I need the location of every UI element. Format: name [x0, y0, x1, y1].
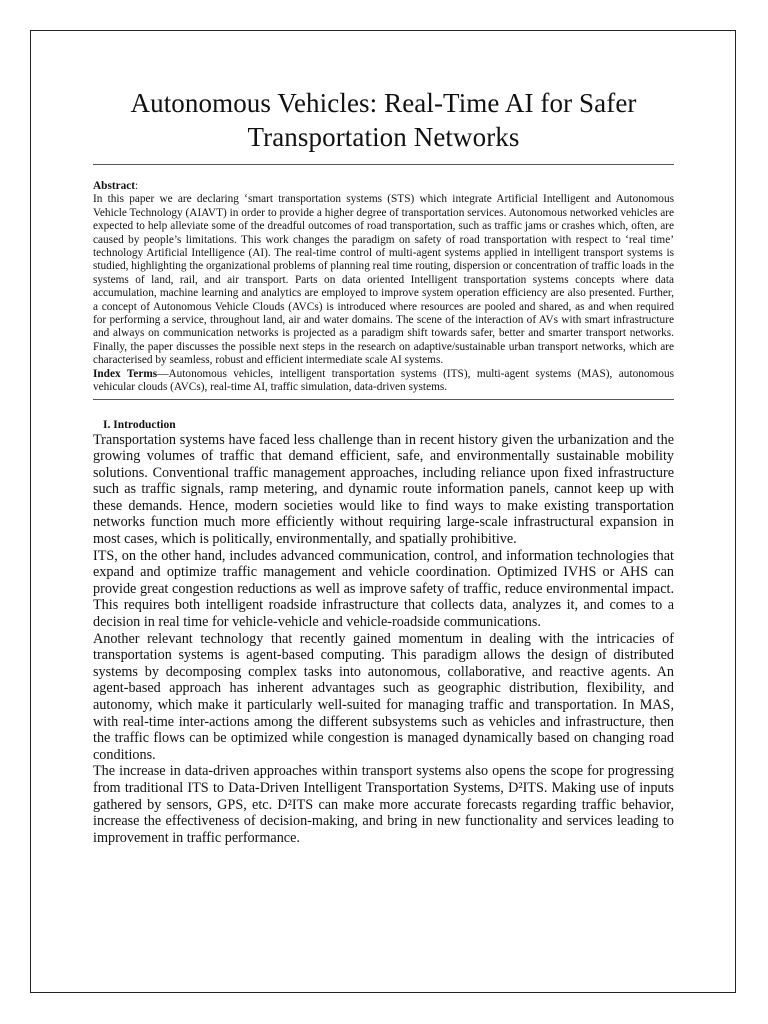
section-heading: I. Introduction — [103, 418, 176, 431]
abstract-text: In this paper we are declaring ‘smart transportation systems (STS) which integrate Artificial Intelligent and Autonomous Vehicle Technology (AIAVT) in order to provide a higher degree of transportation services. Autonomous networked vehicles are expected to help alleviate some of the dreadful outcomes of road transportation, such as traffic jams or crashes which, often, are caused by people’s limitations. This work changes the paradigm on safety of road transportation with respect to ‘real time’ technology Artificial Intelligence (AI). The real-time control of multi-agent systems applied in intelligent transport systems is studied, highlighting the organizational problems of planning real time routing, dispersion or concentration of traffic loads in the systems of land, rail, and air transport. Parts on data oriented Intelligent transportation systems concepts where data accumulation, machine learning and analytics are employed to improve system operation efficiency are also presented. Further, a concept of Autonomous Vehicle Clouds (AVCs) is introduced where resources are pooled and shared, as and when required for performing a service, throughout land, air and water domains. The scene of the interaction of AVs with smart infrastructure and always on communication networks is projected as a paradigm shift towards safer, better and smarter transport networks. Finally, the paper discusses the possible next steps in the research on adaptive/sustainable urban transport networks, which are characterised by seamless, robust and efficient intermediate scale AI systems. — [93, 193, 674, 367]
intro-paragraph: Transportation systems have faced less challenge than in recent history given the urbanization and the growing volumes of traffic that demand efficient, safe, and environmentally sustainable mobility solutions. Conventional traffic management approaches, including reliance upon fixed infrastructure such as traffic signals, ramp metering, and dynamic route information panels, cannot keep up with these demands. Hence, modern societies would like to find ways to make existing transportation networks function much more efficiently without requiring large-scale infrastructural expansion in most cases, which is politically, environmentally, and spatially prohibitive. — [93, 431, 674, 548]
abstract-colon: : — [135, 180, 139, 192]
intro-paragraph: Another relevant technology that recently gained momentum in dealing with the intricacies of transportation systems is agent-based computing. This paradigm allows the design of distributed systems by decomposing complex tasks into autonomous, collaborative, and reactive agents. An agent-based approach has inherent advantages such as geographic distribution, flexibility, and autonomy, which make it particularly well-suited for managing traffic and transportation. In MAS, with real-time inter-actions among the different subsystems such as vehicles and infrastructure, then the traffic flows can be optimized while congestion is managed dynamically based on changing road conditions. — [93, 630, 674, 763]
index-terms-text: —Autonomous vehicles, intelligent transportation systems (ITS), multi-agent systems (MAS), autonomous vehicular clouds (AVCs), real-time AI, traffic simulation, data-driven systems. — [93, 367, 675, 394]
intro-paragraph: The increase in data-driven approaches within transport systems also opens the scope for progressing from traditional ITS to Data-Driven Intelligent Transportation Systems, D²ITS. Making use of inputs gathered by sensors, GPS, etc. D²ITS can make more accurate forecasts regarding traffic behavior, increase the effectiveness of decision-making, and bring in new functionality and services leading to improvement in traffic performance. — [93, 763, 674, 846]
title-divider — [93, 164, 674, 165]
abstract-block — [93, 180, 674, 395]
paper-title: Autonomous Vehicles: Real-Time AI for Safer Transportation Networks — [130, 88, 637, 152]
abstract-label: Abstract — [93, 180, 136, 192]
index-terms-label: Index Terms — [93, 367, 158, 380]
index-terms — [93, 368, 674, 395]
intro-paragraph: ITS, on the other hand, includes advanced communication, control, and information technologies that expand and optimize traffic management and vehicle coordination. Optimized IVHS or AHS can provide great congestion reductions as well as improve safety of traffic, reduce environmental impact. This requires both intelligent roadside infrastructure that collects data, analyzes it, and comes to a decision in real time for vehicle-vehicle and vehicle-roadside communications. — [93, 547, 674, 631]
abstract-divider — [93, 399, 674, 400]
paper-content — [93, 86, 674, 846]
introduction-body — [93, 432, 674, 847]
